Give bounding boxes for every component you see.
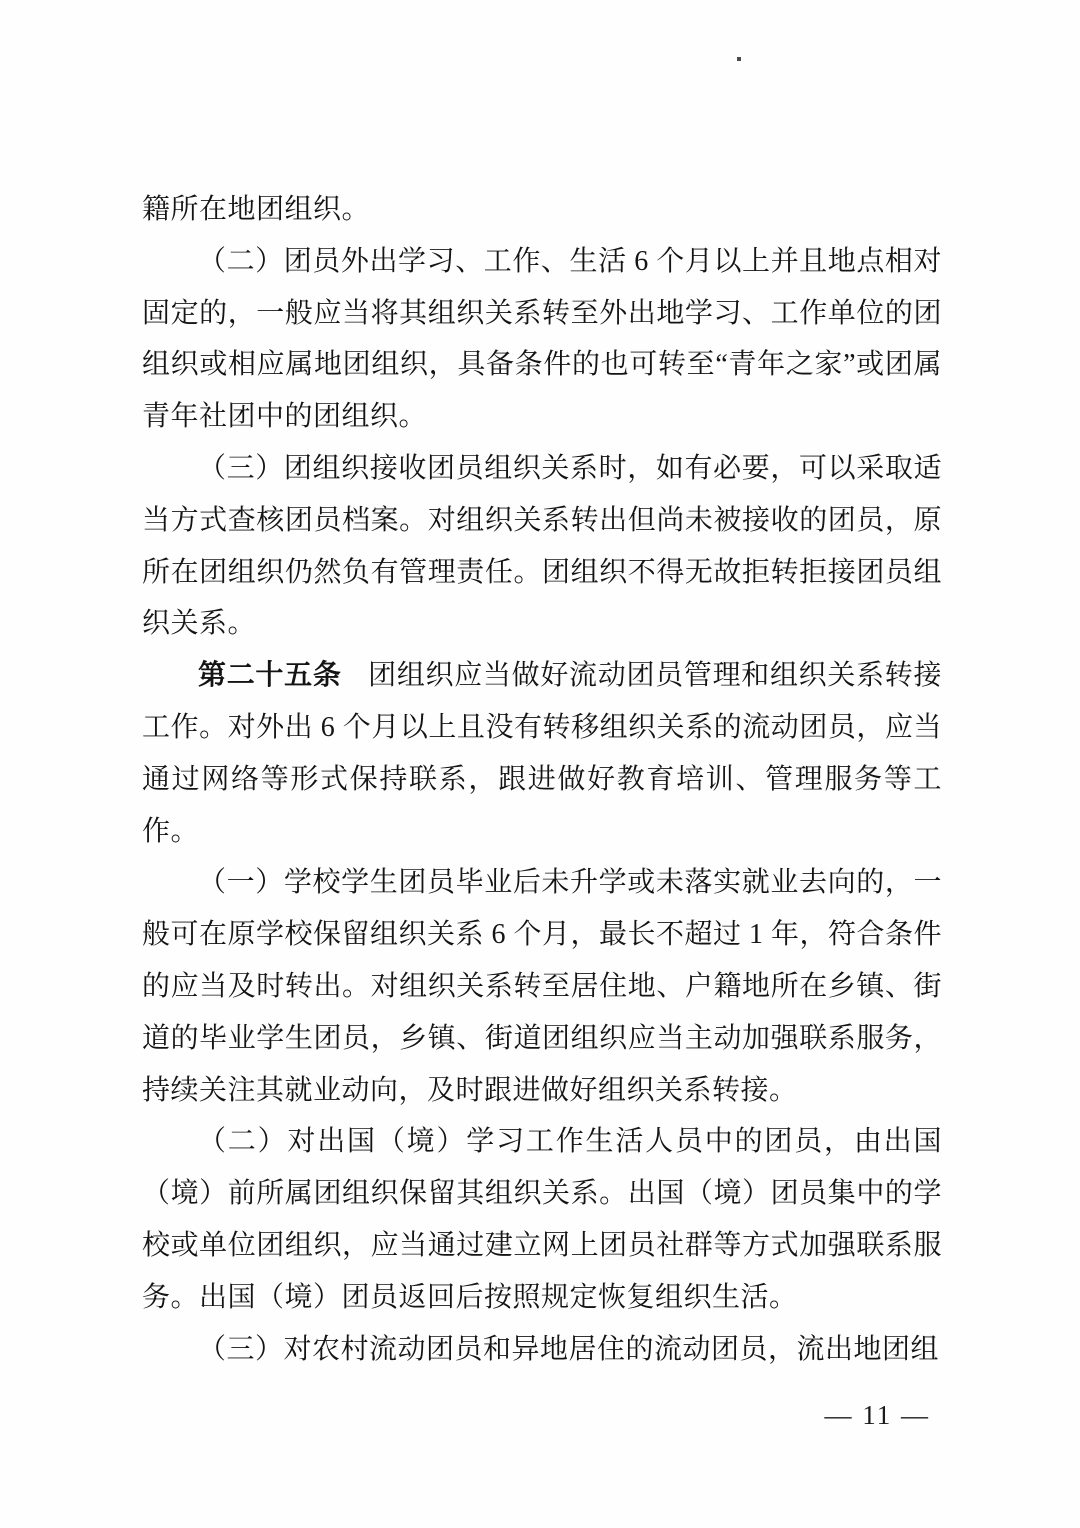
scan-speck-mark (737, 57, 741, 61)
paragraph-article-25 (142, 650, 942, 857)
page-footer (0, 1400, 930, 1431)
article-body-text: 团组织应当做好流动团员管理和组织关系转接工作。对外出 6 个月以上且没有转移组织关系的流动团员，应当通过网络等形式保持联系，跟进做好教育培训、管理服务等工作。 (142, 660, 942, 847)
paragraph-item-3-rural: （三）对农村流动团员和异地居住的流动团员，流出地团组 (198, 1333, 940, 1365)
paragraph-item-1: （一）学校学生团员毕业后未升学或未落实就业去向的，一般可在原学校保留组织关系 6 个月，最长不超过 1 年，符合条件的应当及时转出。对组织关系转至居住地、户籍地所在乡镇、街道的毕业学生团员，乡镇、街道团组织应当主动加强联系服务，持续关注其就业动向，及时跟进做好组织关系转接。 (142, 867, 943, 1106)
paragraph-item-2-abroad: （二）对出国（境）学习工作生活人员中的团员，由出国（境）前所属团组织保留其组织关系。出国（境）团员集中的学校或单位团组织，应当通过建立网上团员社群等方式加强联系服务。出国（境）团员返回后按照规定恢复组织生活。 (142, 1126, 942, 1313)
article-number-label: 第二十五条 (198, 660, 342, 692)
paragraph-item-2: （二）团员外出学习、工作、生活 6 个月以上并且地点相对固定的，一般应当将其组织关系转至外出地学习、工作单位的团组织或相应属地团组织，具备条件的也可转至“青年之家”或团属青年社团中的团组织。 (142, 245, 942, 433)
paragraph-item-3: （三）团组织接收团员组织关系时，如有必要，可以采取适当方式查核团员档案。对组织关系转出但尚未被接收的团员，原所在团组织仍然负有管理责任。团组织不得无故拒转拒接团员组织关系。 (142, 452, 942, 640)
document-body (142, 184, 942, 1375)
page-number: — 11 — (824, 1400, 930, 1430)
paragraph-continuation: 籍所在地团组织。 (142, 194, 371, 225)
